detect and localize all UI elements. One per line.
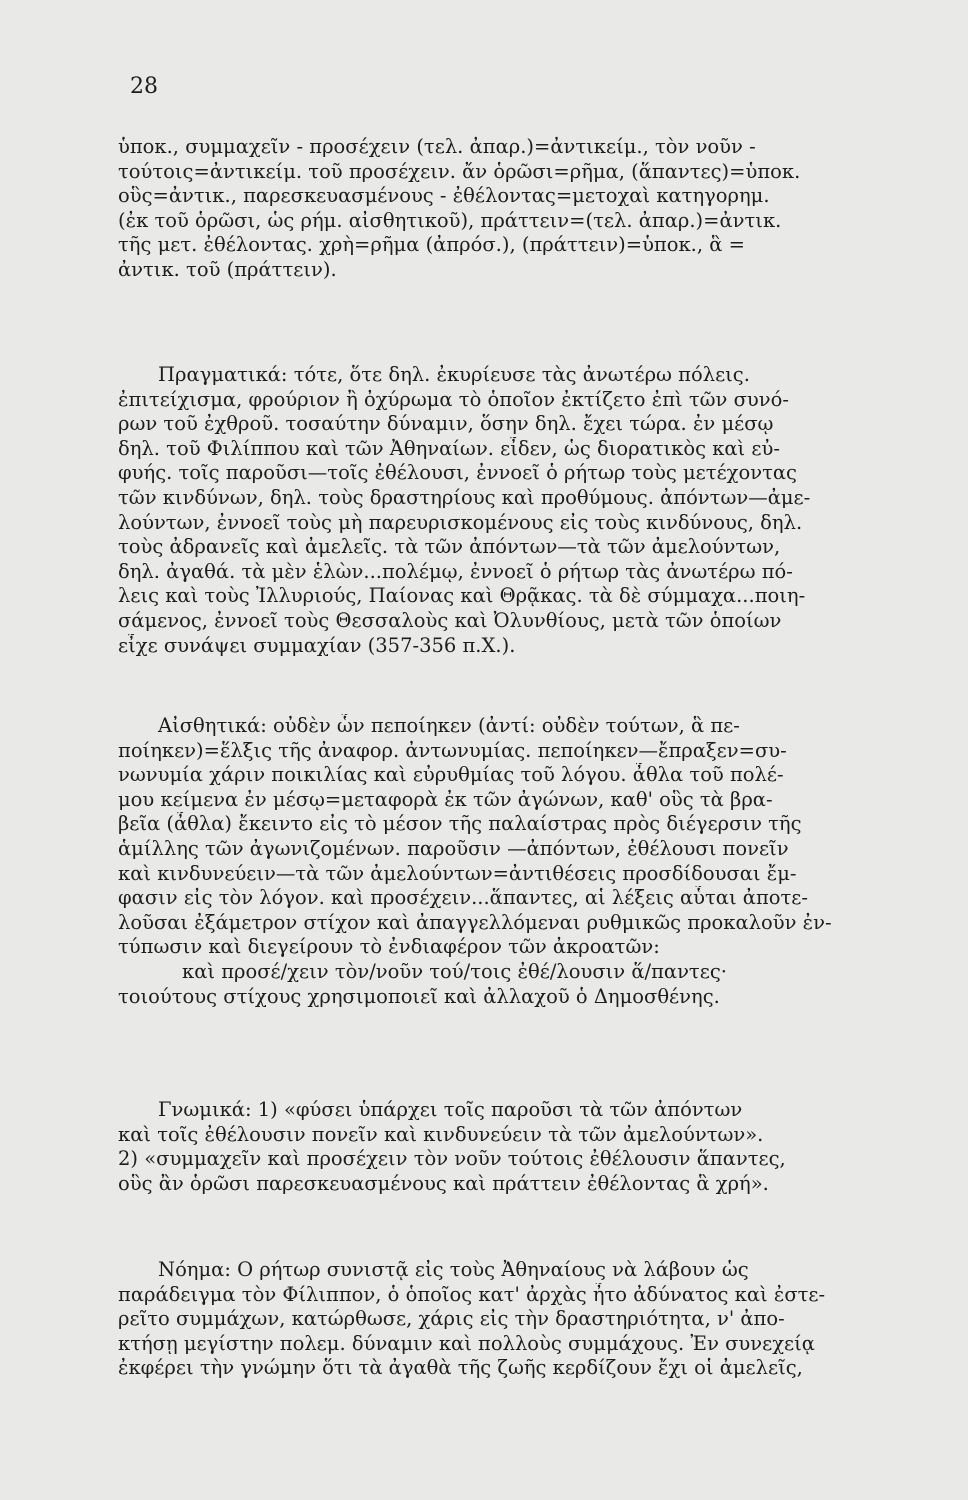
text-line: ρεῖτο συμμάχων, κατώρθωσε, χάρις εἰς τὴν δραστηριότητα, ν' ἀπο- <box>118 1307 785 1331</box>
text-line: λούντων, ἐννοεῖ τοὺς μὴ παρευρισκομένους εἰς τοὺς κινδύνους, δηλ. <box>118 510 803 534</box>
text-line: τύπωσιν καὶ διεγείρουν τὸ ἐνδιαφέρον τῶν ἀκροατῶν: <box>118 935 660 959</box>
text-line: οὓς ἂν ὁρῶσι παρεσκευασμένους καὶ πράττειν ἐθέλοντας ἃ χρή». <box>118 1171 769 1195</box>
text-line: καὶ τοῖς ἐθέλουσιν πονεῖν καὶ κινδυνεύειν τὰ τῶν ἀμελούντων». <box>118 1122 764 1146</box>
notes-continuation-block <box>118 135 926 283</box>
text-line: τῶν κινδύνων, δηλ. τοὺς δραστηρίους καὶ προθύμους. ἀπόντων—ἀμε- <box>118 485 811 509</box>
text-line: ὑποκ., συμμαχεῖν - προσέχειν (τελ. ἀπαρ.)=ἀντικείμ., τὸν νοῦν - <box>118 135 756 158</box>
text-line: ρων τοῦ ἐχθροῦ. τοσαύτην δύναμιν, ὅσην δηλ. ἔχει τώρα. ἐν μέσῳ <box>118 412 774 436</box>
text-line: Νόημα: Ο ρήτωρ συνιστᾷ εἰς τοὺς Ἀθηναίους νὰ λάβουν ὡς <box>158 1258 749 1281</box>
text-line: δηλ. τοῦ Φιλίππου καὶ τῶν Ἀθηναίων. εἶδεν, ὡς διορατικὸς καὶ εὐ- <box>118 436 780 460</box>
noima-block <box>118 1258 926 1381</box>
text-line: ἁμίλλης τῶν ἀγωνιζομένων. παροῦσιν —ἀπόντων, ἐθέλουσι πονεῖν <box>118 836 789 860</box>
gnomika-block <box>118 1098 926 1196</box>
text-line: φασιν εἰς τὸν λόγον. καὶ προσέχειν...ἅπαντες, αἱ λέξεις αὗται ἀποτε- <box>118 886 808 910</box>
text-line: τούτοις=ἀντικείμ. τοῦ προσέχειν. ἄν ὁρῶσι=ρῆμα, (ἅπαντες)=ὑποκ. <box>118 159 801 183</box>
text-line: ἐκφέρει τὴν γνώμην ὅτι τὰ ἀγαθὰ τῆς ζωῆς κερδίζουν ἔχι οἱ ἀμελεῖς, <box>118 1356 803 1380</box>
aisthitika-block <box>118 714 926 1009</box>
text-line: παράδειγμα τὸν Φίλιππον, ὁ ὁποῖος κατ' ἀρχὰς ἦτο ἀδύνατος καὶ ἐστε- <box>118 1282 826 1306</box>
text-line: δηλ. ἀγαθά. τὰ μὲν ἑλὼν...πολέμῳ, ἐννοεῖ ὁ ρήτωρ τὰς ἀνωτέρω πό- <box>118 559 793 583</box>
text-line: Αἰσθητικά: οὐδὲν ὧν πεποίηκεν (ἀντί: οὐδὲν τούτων, ἃ πε- <box>158 714 740 737</box>
text-line: νωνυμία χάριν ποικιλίας καὶ εὐρυθμίας τοῦ λόγου. ἆθλα τοῦ πολέ- <box>118 763 784 787</box>
text-line: φυής. τοῖς παροῦσι—τοῖς ἐθέλουσι, ἐννοεῖ ὁ ρήτωρ τοὺς μετέχοντας <box>118 461 797 485</box>
text-line: κτήσῃ μεγίστην πολεμ. δύναμιν καὶ πολλοὺς συμμάχους. Ἐν συνεχείᾳ <box>118 1331 815 1355</box>
text-line: τοὺς ἀδρανεῖς καὶ ἀμελεῖς. τὰ τῶν ἀπόντων—τὰ τῶν ἀμελούντων, <box>118 535 781 559</box>
text-line: 2) «συμμαχεῖν καὶ προσέχειν τὸν νοῦν τούτοις ἐθέλουσιν ἅπαντες, <box>118 1147 786 1171</box>
text-line: ποίηκεν)=ἕλξις τῆς ἀναφορ. ἀντωνυμίας. πεποίηκεν—ἔπραξεν=συ- <box>118 738 787 762</box>
text-line: οὓς=ἀντικ., παρεσκευασμένους - ἐθέλοντας=μετοχαὶ κατηγορημ. <box>118 184 770 208</box>
text-line: Πραγματικά: τότε, ὅτε δηλ. ἐκυρίευσε τὰς ἀνωτέρω πόλεις. <box>158 363 750 386</box>
text-line: λοῦσαι ἐξάμετρον στίχον καὶ ἀπαγγελλόμεναι ρυθμικῶς προκαλοῦν ἐν- <box>118 910 832 934</box>
text-line: καὶ κινδυνεύειν—τὰ τῶν ἀμελούντων=ἀντιθέσεις προσδίδουσαι ἔμ- <box>118 861 797 885</box>
text-line: τῆς μετ. ἐθέλοντας. χρὴ=ρῆμα (ἀπρόσ.), (πράττειν)=ὑποκ., ἃ = <box>118 233 745 257</box>
text-line: εἶχε συνάψει συμμαχίαν (357-356 π.Χ.). <box>118 633 516 657</box>
text-line: λεις καὶ τοὺς Ἰλλυριούς, Παίονας καὶ Θρᾷκας. τὰ δὲ σύμμαχα...ποιη- <box>118 584 806 608</box>
text-line: τοιούτους στίχους χρησιμοποιεῖ καὶ ἀλλαχοῦ ὁ Δημοσθένης. <box>118 984 720 1008</box>
text-line: σάμενος, ἐννοεῖ τοὺς Θεσσαλοὺς καὶ Ὀλυνθίους, μετὰ τῶν ὁποίων <box>118 608 782 632</box>
page-number: 28 <box>130 74 158 99</box>
pragmatika-block <box>118 363 926 658</box>
text-line: (ἐκ τοῦ ὁρῶσι, ὡς ρήμ. αἰσθητικοῦ), πράττειν=(τελ. ἀπαρ.)=ἀντικ. <box>118 208 782 232</box>
verse-line: καὶ προσέ/χειν τὸν/νοῦν τού/τοις ἐθέ/λουσιν ἅ/παντες· <box>182 959 727 983</box>
text-line: Γνωμικά: 1) «φύσει ὑπάρχει τοῖς παροῦσι τὰ τῶν ἀπόντων <box>158 1098 743 1121</box>
text-line: ἀντικ. τοῦ (πράττειν). <box>118 257 337 281</box>
text-line: ἐπιτείχισμα, φρούριον ἢ ὀχύρωμα τὸ ὁποῖον ἐκτίζετο ἐπὶ τῶν συνό- <box>118 387 789 411</box>
text-line: μου κείμενα ἐν μέσῳ=μεταφορὰ ἐκ τῶν ἀγώνων, καθ' οὓς τὰ βρα- <box>118 787 773 811</box>
text-line: βεῖα (ἆθλα) ἔκειντο εἰς τὸ μέσον τῆς παλαίστρας πρὸς διέγερσιν τῆς <box>118 812 802 836</box>
